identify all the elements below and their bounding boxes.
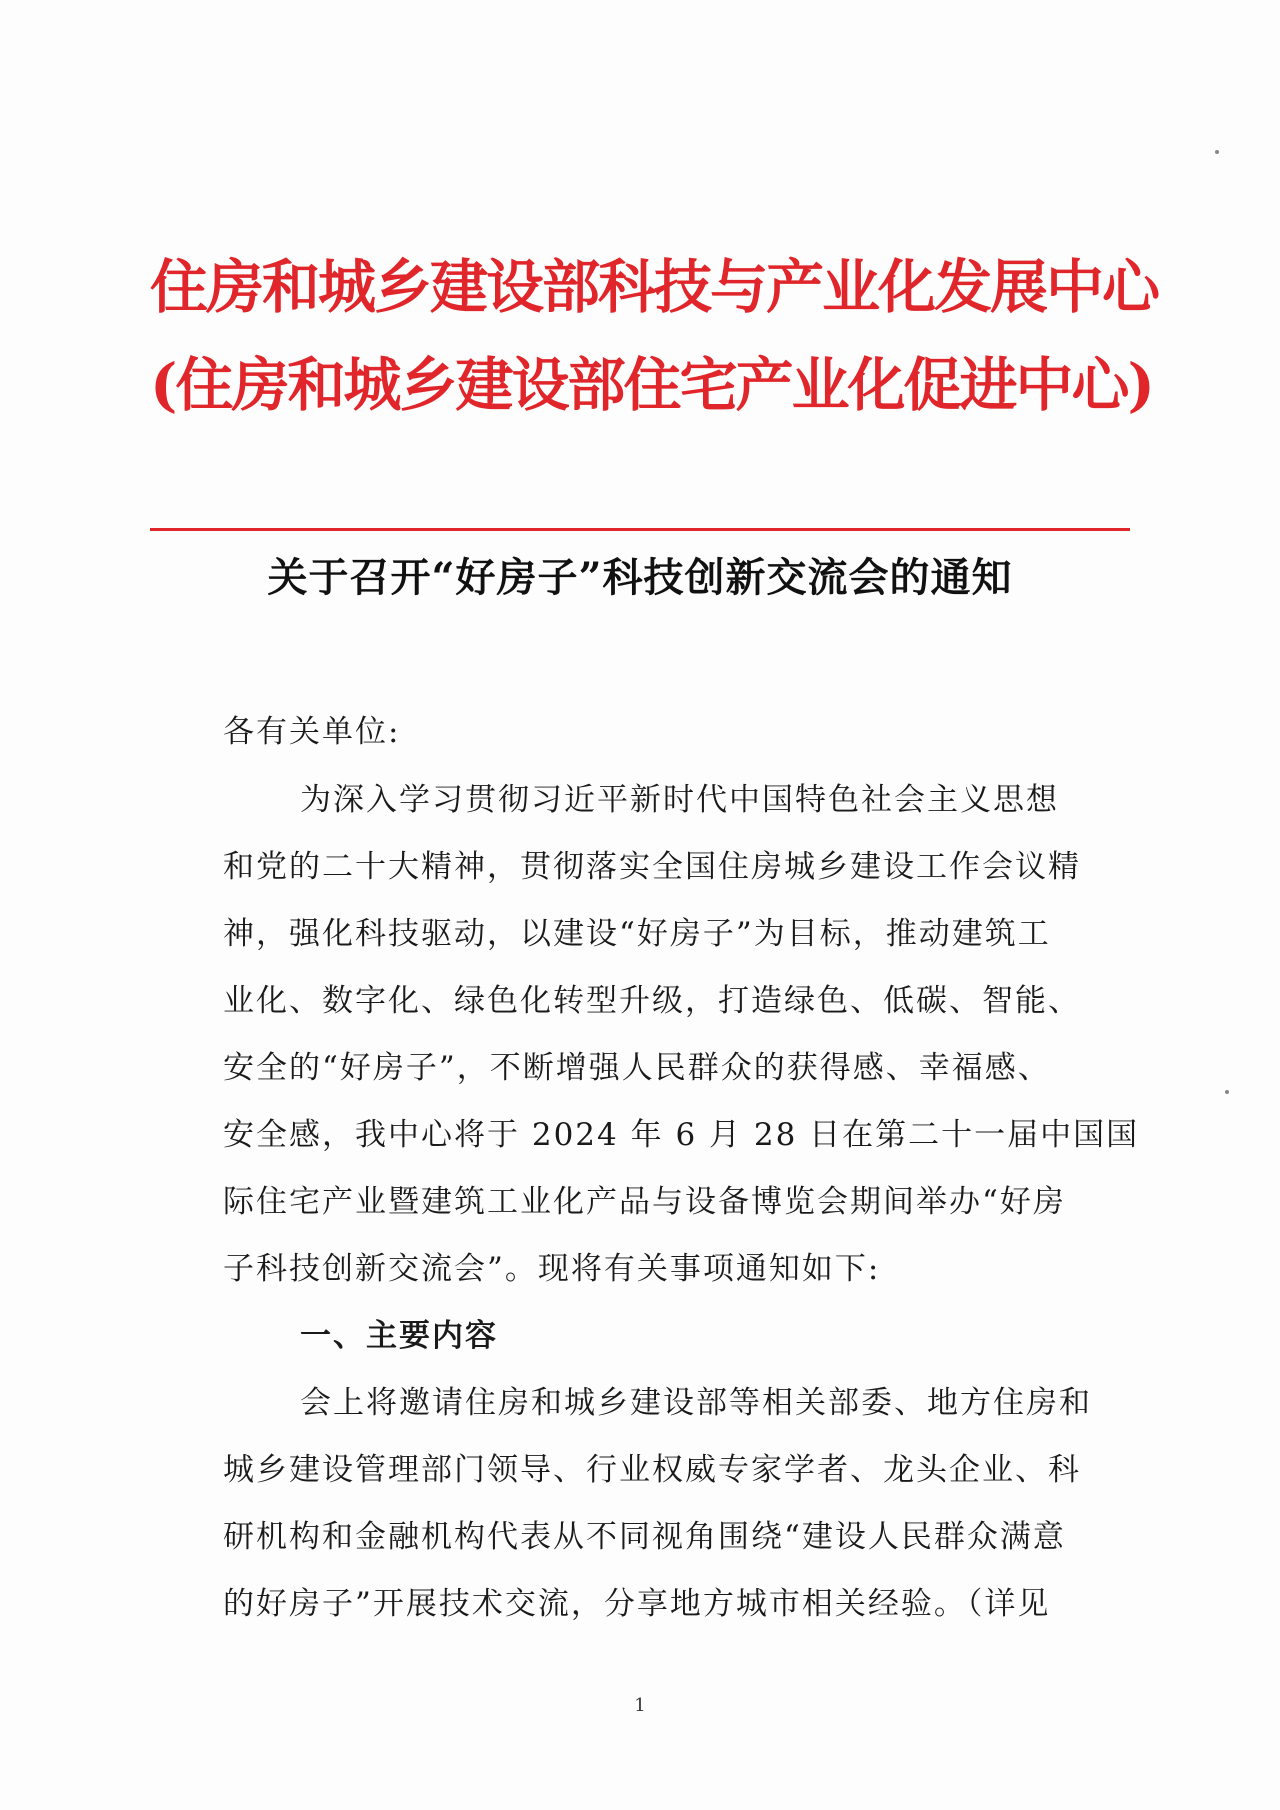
section-line: 研机构和金融机构代表从不同视角围绕“建设人民群众满意 — [223, 1519, 1066, 1555]
intro-line: 际住宅产业暨建筑工业化产品与设备博览会期间举办“好房 — [223, 1184, 1066, 1220]
intro-line: 子科技创新交流会”。现将有关事项通知如下: — [223, 1251, 881, 1287]
scan-speck — [1215, 150, 1219, 154]
section-line: 会上将邀请住房和城乡建设部等相关部委、地方住房和 — [300, 1385, 1092, 1421]
intro-line: 和党的二十大精神，贯彻落实全国住房城乡建设工作会议精 — [223, 849, 1081, 885]
org-name-line2: (住房和城乡建设部住宅产业化促进中心) — [150, 351, 1153, 419]
org-name-line1: 住房和城乡建设部科技与产业化发展中心 — [150, 253, 1159, 321]
salutation: 各有关单位: — [223, 714, 401, 750]
section-line: 的好房子”开展技术交流，分享地方城市相关经验。（详见 — [223, 1586, 1051, 1622]
notice-title: 关于召开“好房子”科技创新交流会的通知 — [267, 554, 1013, 601]
page-number: 1 — [634, 1695, 646, 1716]
intro-line: 安全的“好房子”，不断增强人民群众的获得感、幸福感、 — [223, 1050, 1051, 1086]
red-divider-rule — [150, 528, 1130, 531]
section-line: 城乡建设管理部门领导、行业权威专家学者、龙头企业、科 — [223, 1452, 1081, 1488]
intro-line: 业化、数字化、绿色化转型升级，打造绿色、低碳、智能、 — [223, 983, 1081, 1019]
intro-line: 神，强化科技驱动，以建设“好房子”为目标，推动建筑工 — [223, 916, 1051, 952]
intro-line: 为深入学习贯彻习近平新时代中国特色社会主义思想 — [300, 782, 1059, 818]
section-heading: 一、主要内容 — [300, 1318, 498, 1354]
scan-speck — [1225, 1090, 1229, 1094]
intro-line: 安全感，我中心将于 2024 年 6 月 28 日在第二十一届中国国 — [223, 1117, 1140, 1153]
